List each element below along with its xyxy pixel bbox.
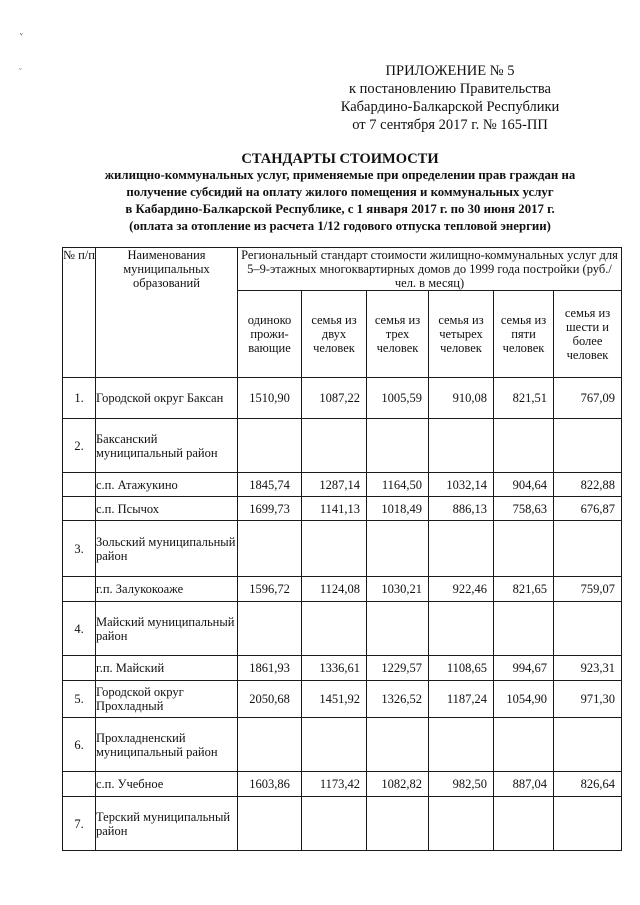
row-name: Городской округ Баксан <box>96 378 238 419</box>
row-number: 7. <box>63 797 96 851</box>
value-cell: 821,65 <box>494 577 554 602</box>
value-cell: 1861,93 <box>238 656 302 681</box>
value-cell <box>429 602 494 656</box>
value-cell: 1326,52 <box>367 681 429 718</box>
table-row <box>63 419 622 473</box>
header-household-3: семья из трех человек <box>367 291 429 378</box>
value-cell <box>429 419 494 473</box>
table-row <box>63 681 622 718</box>
value-cell <box>367 797 429 851</box>
margin-mark: ᵕ <box>19 64 22 74</box>
value-cell: 1699,73 <box>238 497 302 521</box>
value-cell: 886,13 <box>429 497 494 521</box>
table-row <box>63 378 622 419</box>
value-cell: 1287,14 <box>302 473 367 497</box>
row-number <box>63 473 96 497</box>
table-row <box>63 497 622 521</box>
table-row <box>63 521 622 577</box>
value-cell: 1124,08 <box>302 577 367 602</box>
row-name: Майский муниципальный район <box>96 602 238 656</box>
header-household-4: семья из четырех человек <box>429 291 494 378</box>
value-cell <box>367 718 429 772</box>
table-row <box>63 473 622 497</box>
value-cell: 676,87 <box>554 497 622 521</box>
value-cell: 1603,86 <box>238 772 302 797</box>
value-cell <box>302 602 367 656</box>
value-cell: 2050,68 <box>238 681 302 718</box>
standards-table <box>62 247 622 851</box>
row-name: Городской округ Прохладный <box>96 681 238 718</box>
header-household-6: семья из шести и более человек <box>554 291 622 378</box>
value-cell <box>554 718 622 772</box>
row-name: с.п. Учебное <box>96 772 238 797</box>
value-cell: 1082,82 <box>367 772 429 797</box>
value-cell: 1845,74 <box>238 473 302 497</box>
row-name: с.п. Атажукино <box>96 473 238 497</box>
value-cell <box>494 521 554 577</box>
row-number: 3. <box>63 521 96 577</box>
value-cell: 1229,57 <box>367 656 429 681</box>
value-cell <box>238 718 302 772</box>
table-row <box>63 577 622 602</box>
table-row <box>63 772 622 797</box>
value-cell <box>429 521 494 577</box>
table-row <box>63 797 622 851</box>
header-household-1: одиноко прожи- вающие <box>238 291 302 378</box>
header-household-2: семья из двух человек <box>302 291 367 378</box>
row-number <box>63 497 96 521</box>
value-cell <box>367 419 429 473</box>
value-cell: 994,67 <box>494 656 554 681</box>
row-name: Баксанский муниципальный район <box>96 419 238 473</box>
row-number <box>63 656 96 681</box>
value-cell: 887,04 <box>494 772 554 797</box>
value-cell <box>554 419 622 473</box>
value-cell <box>302 521 367 577</box>
value-cell: 1018,49 <box>367 497 429 521</box>
subtitle-line: получение субсидий на оплату жилого помещения и коммунальных услуг <box>126 185 554 199</box>
value-cell: 1451,92 <box>302 681 367 718</box>
row-name: г.п. Майский <box>96 656 238 681</box>
value-cell: 1108,65 <box>429 656 494 681</box>
row-number: 4. <box>63 602 96 656</box>
value-cell: 1596,72 <box>238 577 302 602</box>
header-name: Наименования муниципальных образований <box>96 248 238 378</box>
value-cell <box>302 797 367 851</box>
value-cell: 1164,50 <box>367 473 429 497</box>
value-cell: 1173,42 <box>302 772 367 797</box>
value-cell <box>554 602 622 656</box>
value-cell: 1005,59 <box>367 378 429 419</box>
table-row <box>63 602 622 656</box>
value-cell <box>302 419 367 473</box>
document-subtitle <box>62 167 618 235</box>
value-cell: 767,09 <box>554 378 622 419</box>
subtitle-line: в Кабардино-Балкарской Республике, с 1 января 2017 г. по 30 июня 2017 г. <box>125 202 555 216</box>
value-cell <box>367 521 429 577</box>
table-row <box>63 656 622 681</box>
row-name: Терский муниципальный район <box>96 797 238 851</box>
value-cell: 1187,24 <box>429 681 494 718</box>
appendix-heading: ПРИЛОЖЕНИЕ № 5 <box>385 63 515 79</box>
subtitle-line: жилищно-коммунальных услуг, применяемые при определении прав граждан на <box>104 168 576 182</box>
appendix-line: Кабардино-Балкарской Республики <box>340 99 560 115</box>
value-cell <box>494 718 554 772</box>
value-cell: 1336,61 <box>302 656 367 681</box>
row-number <box>63 577 96 602</box>
document-title: СТАНДАРТЫ СТОИМОСТИ <box>241 151 439 167</box>
value-cell <box>494 602 554 656</box>
value-cell: 1087,22 <box>302 378 367 419</box>
appendix-line: от 7 сентября 2017 г. № 165-ПП <box>352 117 548 133</box>
value-cell: 1030,21 <box>367 577 429 602</box>
value-cell <box>494 419 554 473</box>
value-cell <box>494 797 554 851</box>
value-cell <box>238 419 302 473</box>
row-name: г.п. Залукокоаже <box>96 577 238 602</box>
header-number: № п/п <box>63 248 96 378</box>
value-cell: 971,30 <box>554 681 622 718</box>
appendix-line: к постановлению Правительства <box>349 81 551 97</box>
value-cell: 758,63 <box>494 497 554 521</box>
value-cell <box>238 602 302 656</box>
value-cell <box>429 797 494 851</box>
value-cell <box>238 797 302 851</box>
header-standard: Региональный стандарт стоимости жилищно-коммунальных услуг для 5–9-этажных многоквартирных домов до 1999 года постройки (руб./чел. в месяц) <box>238 248 622 291</box>
appendix-block <box>300 62 600 134</box>
table-row <box>63 718 622 772</box>
value-cell: 1054,90 <box>494 681 554 718</box>
value-cell: 1510,90 <box>238 378 302 419</box>
value-cell <box>367 602 429 656</box>
row-number: 1. <box>63 378 96 419</box>
subtitle-line: (оплата за отопление из расчета 1/12 годового отпуска тепловой энергии) <box>129 219 551 233</box>
margin-mark: ᵛ <box>20 30 23 40</box>
row-number: 2. <box>63 419 96 473</box>
header-household-5: семья из пяти человек <box>494 291 554 378</box>
value-cell: 1141,13 <box>302 497 367 521</box>
value-cell: 1032,14 <box>429 473 494 497</box>
value-cell: 923,31 <box>554 656 622 681</box>
row-name: Прохладненский муниципальный район <box>96 718 238 772</box>
value-cell <box>302 718 367 772</box>
row-number <box>63 772 96 797</box>
value-cell <box>429 718 494 772</box>
value-cell: 982,50 <box>429 772 494 797</box>
value-cell: 826,64 <box>554 772 622 797</box>
value-cell: 759,07 <box>554 577 622 602</box>
value-cell <box>554 797 622 851</box>
row-name: с.п. Псычох <box>96 497 238 521</box>
value-cell: 821,51 <box>494 378 554 419</box>
value-cell: 904,64 <box>494 473 554 497</box>
value-cell: 822,88 <box>554 473 622 497</box>
row-number: 6. <box>63 718 96 772</box>
value-cell <box>554 521 622 577</box>
value-cell: 922,46 <box>429 577 494 602</box>
row-number: 5. <box>63 681 96 718</box>
row-name: Зольский муниципальный район <box>96 521 238 577</box>
value-cell: 910,08 <box>429 378 494 419</box>
value-cell <box>238 521 302 577</box>
